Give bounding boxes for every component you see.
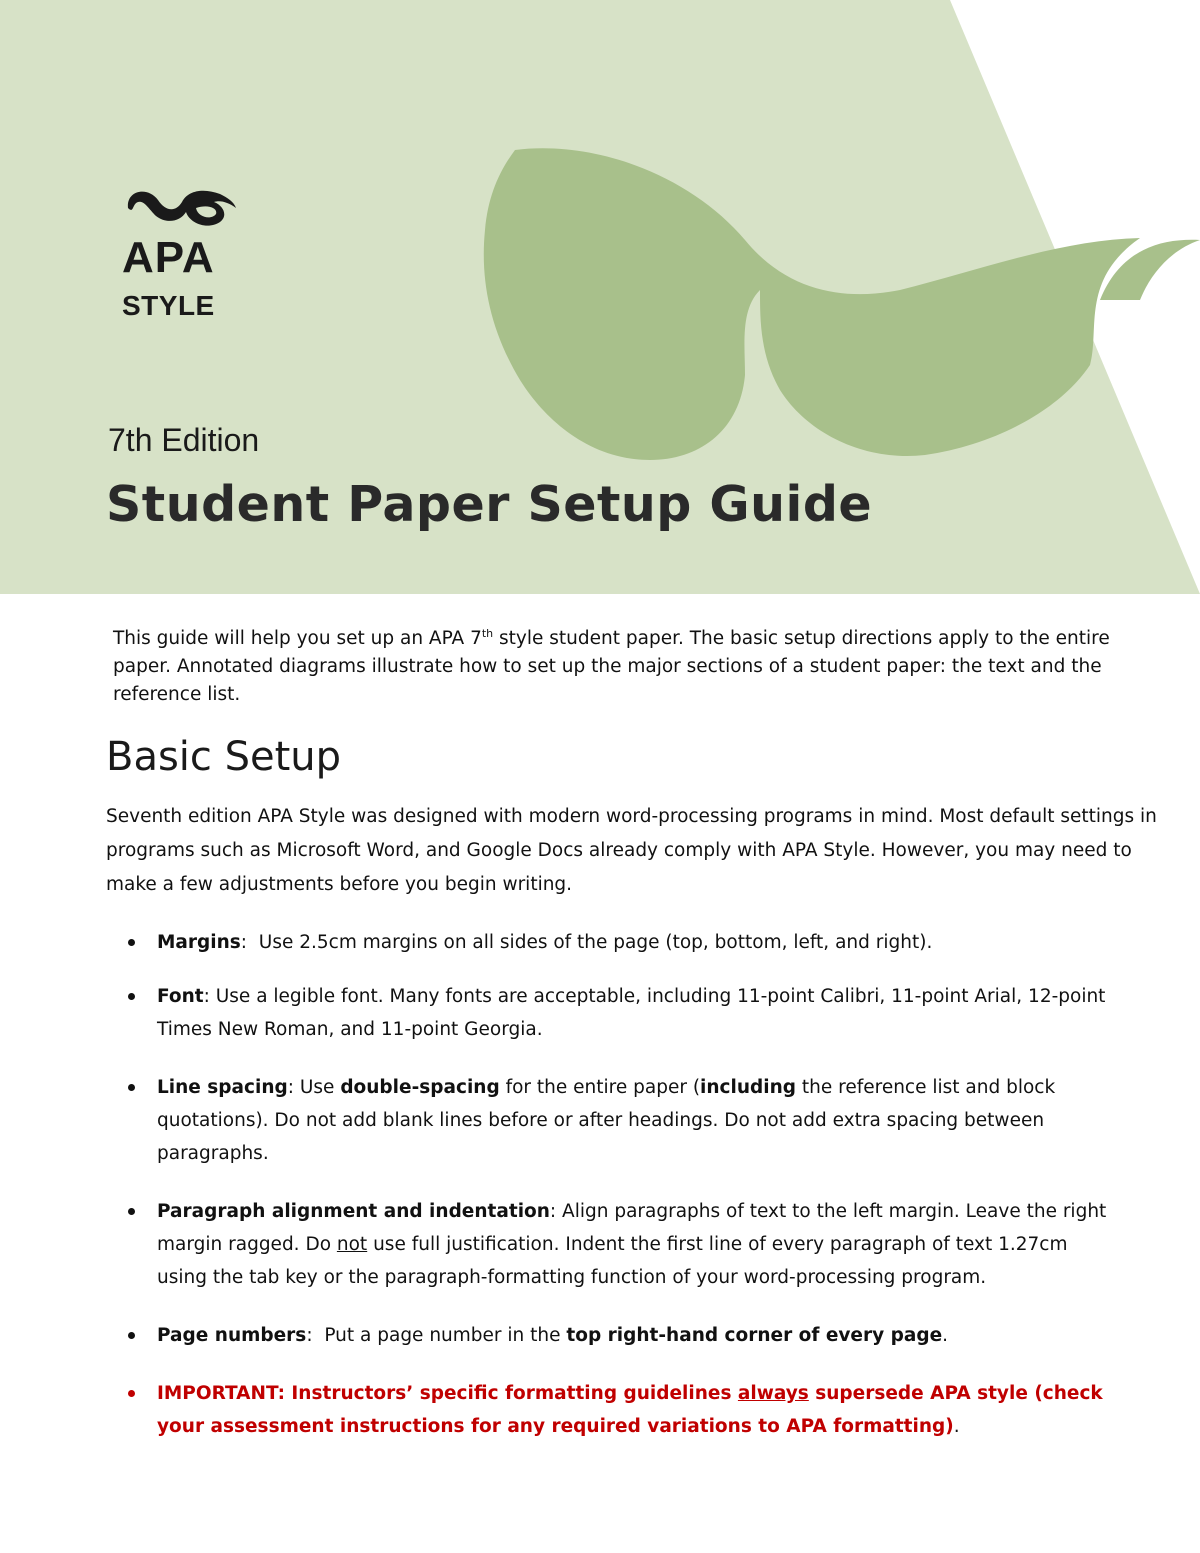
bullet-icon bbox=[128, 993, 135, 1000]
intro-superscript: th bbox=[481, 626, 494, 640]
item-text-1: Put a page number in the bbox=[324, 1325, 567, 1346]
bullet-icon bbox=[128, 1390, 135, 1397]
item-label: Paragraph alignment and indentation bbox=[157, 1201, 550, 1222]
item-label: Line spacing bbox=[157, 1077, 288, 1098]
item-bold-2: including bbox=[700, 1077, 797, 1098]
item-text-2: . bbox=[942, 1325, 949, 1346]
list-item-page-numbers bbox=[126, 1319, 1116, 1352]
important-period: . bbox=[953, 1416, 960, 1437]
item-text-1: for the entire paper ( bbox=[499, 1077, 701, 1098]
list-item-margins bbox=[126, 926, 1116, 959]
list-item-paragraph-alignment bbox=[126, 1195, 1116, 1294]
item-text-2: the reference list and block quotations). Do not add blank lines before or after headings. Do not add extra spacing between paragraphs. bbox=[157, 1077, 1056, 1164]
list-item-line-spacing bbox=[126, 1071, 1116, 1170]
important-text-2: supersede APA style (check your assessment instructions for any required variations to APA formatting) bbox=[157, 1383, 1103, 1437]
item-label: Margins bbox=[157, 932, 241, 953]
item-text-1: Align paragraphs of text to the left margin. Leave the right margin ragged. Do bbox=[157, 1201, 1107, 1255]
edition-label: 7th Edition bbox=[108, 422, 260, 458]
item-sep: : bbox=[549, 1201, 563, 1222]
item-sep: : Use bbox=[287, 1077, 341, 1098]
logo-style-text: STYLE bbox=[122, 290, 215, 321]
basic-setup-intro: Seventh edition APA Style was designed with modern word-processing programs in mind. Most default settings in programs such as Microsoft Word, and Google Docs already comply with APA Style. However, you may need to make a few adjustments before you begin writing. bbox=[106, 806, 1157, 895]
item-sep: : bbox=[306, 1325, 325, 1346]
intro-text-1: This guide will help you set up an APA 7 bbox=[113, 628, 482, 649]
bullet-icon bbox=[128, 1332, 135, 1339]
item-text: Use a legible font. Many fonts are acceptable, including 11-point Calibri, 11-point Arial, 12-point Times New Roman, and 11-point Georgia. bbox=[157, 986, 1106, 1040]
section-heading-basic-setup: Basic Setup bbox=[106, 734, 342, 780]
bullet-icon bbox=[128, 939, 135, 946]
logo-apa-text: APA bbox=[122, 233, 215, 282]
bullet-icon bbox=[128, 1084, 135, 1091]
intro-paragraph bbox=[113, 625, 1143, 709]
list-item-font bbox=[126, 980, 1116, 1046]
item-bold-1: double-spacing bbox=[340, 1077, 500, 1098]
item-bold-1: top right-hand corner of every page bbox=[566, 1325, 943, 1346]
page-title: Student Paper Setup Guide bbox=[106, 476, 873, 533]
important-text-1: IMPORTANT: Instructors’ specific formatting guidelines bbox=[157, 1383, 738, 1404]
item-sep: : bbox=[240, 932, 259, 953]
item-underline: not bbox=[336, 1234, 368, 1255]
apa-style-logo bbox=[118, 180, 248, 330]
list-item-important bbox=[126, 1377, 1116, 1443]
item-label: Font bbox=[157, 986, 204, 1007]
setup-list bbox=[126, 926, 1116, 1443]
item-sep: : bbox=[203, 986, 216, 1007]
item-text: Use 2.5cm margins on all sides of the page (top, bottom, left, and right). bbox=[258, 932, 933, 953]
bullet-icon bbox=[128, 1208, 135, 1215]
item-label: Page numbers bbox=[157, 1325, 307, 1346]
important-underline: always bbox=[737, 1383, 809, 1404]
intro-text-2: style student paper. The basic setup directions apply to the entire paper. Annotated diagrams illustrate how to set up the major sections of a student paper: the text and the reference list. bbox=[113, 628, 1110, 705]
item-text-2: use full justification. Indent the first line of every paragraph of text 1.27cm using the tab key or the paragraph-formatting function of your word-processing program. bbox=[157, 1234, 1068, 1288]
apa-swirl-icon bbox=[124, 180, 236, 228]
